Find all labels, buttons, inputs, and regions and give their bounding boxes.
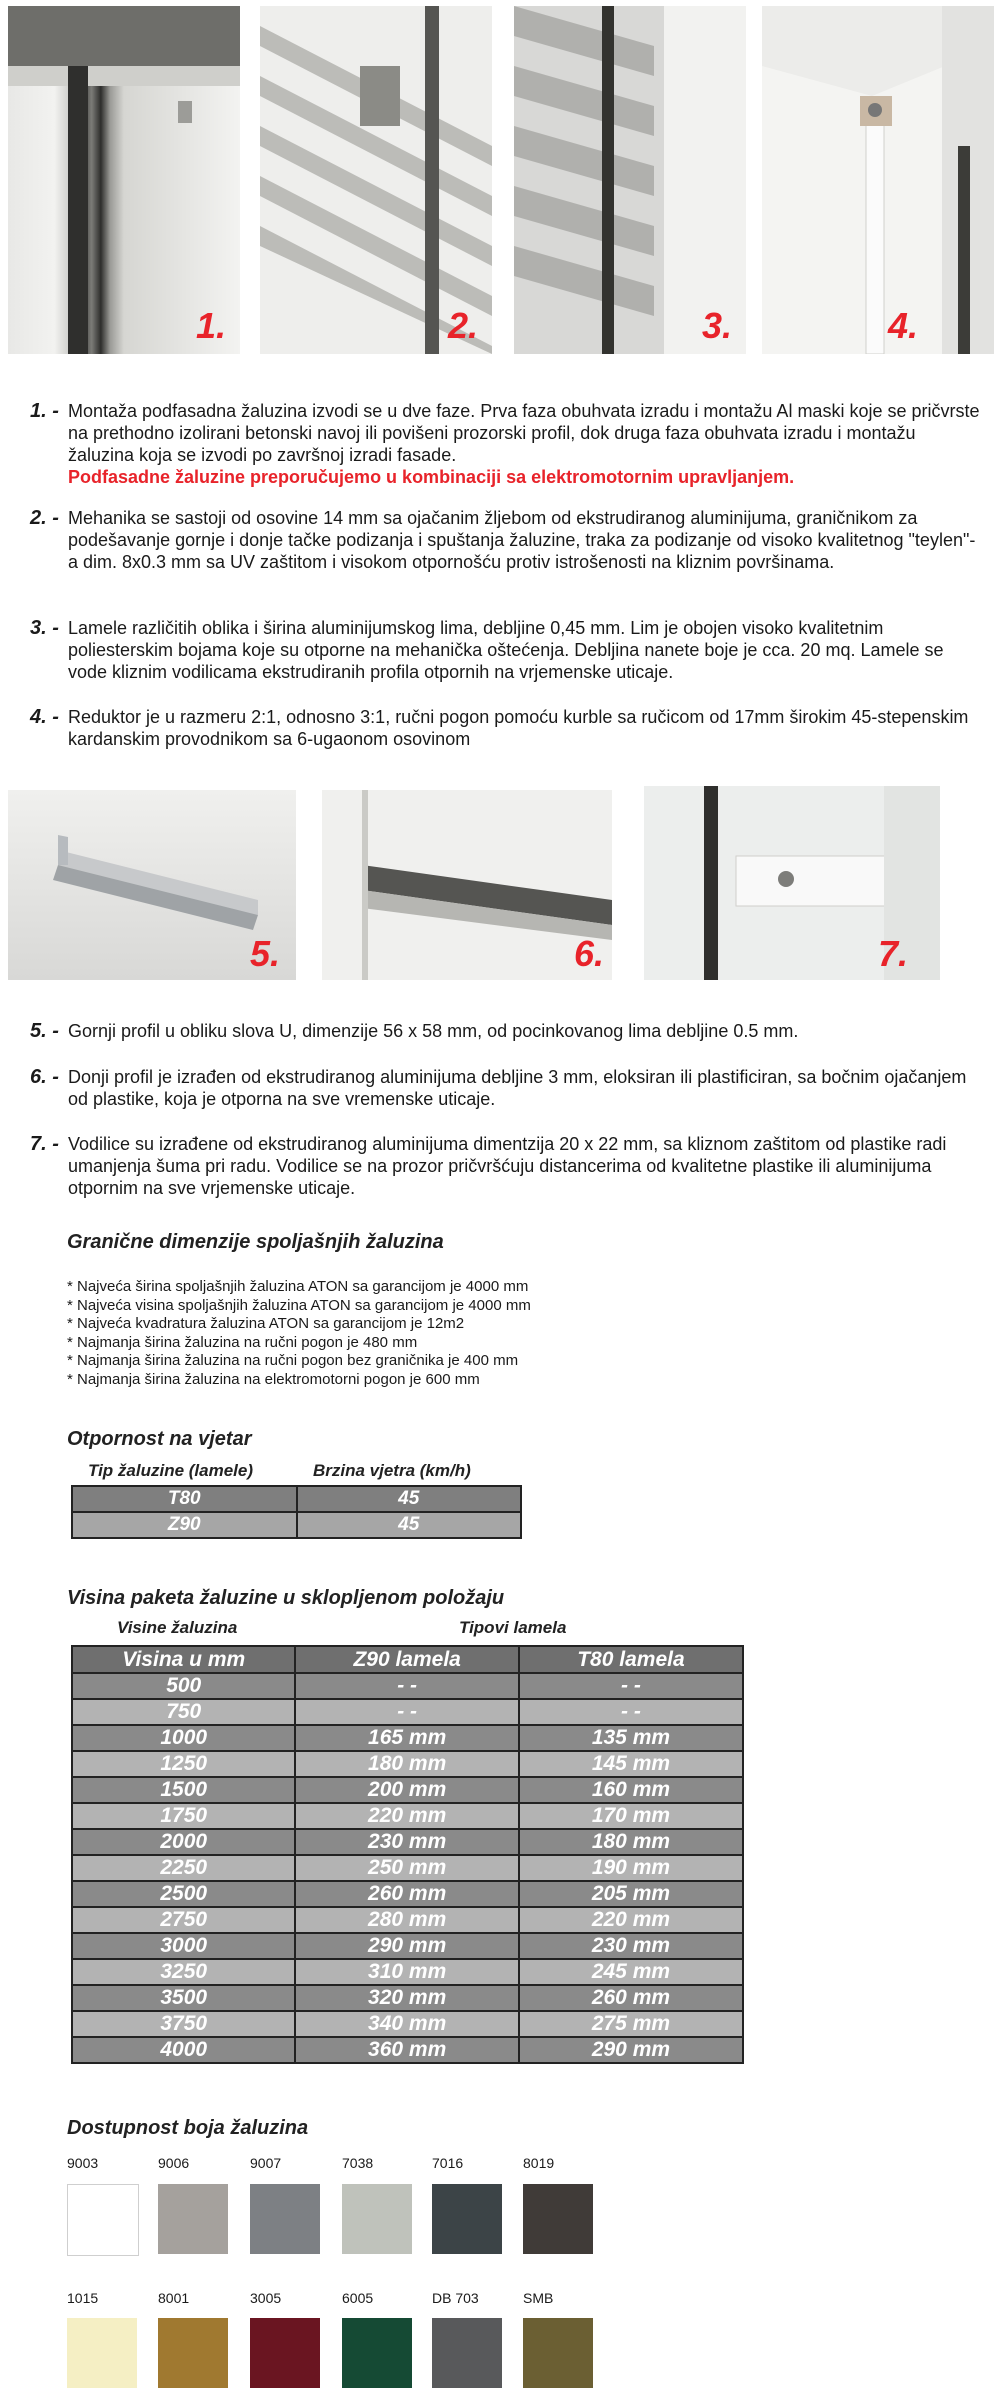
table-cell: 1000 — [72, 1725, 295, 1751]
table-cell: 3750 — [72, 2011, 295, 2037]
paragraph-number: 7. - — [30, 1133, 59, 1155]
color-swatch — [67, 2184, 139, 2256]
photo-7 — [644, 786, 940, 980]
table-cell: 275 mm — [519, 2011, 743, 2037]
table-row — [72, 1855, 743, 1881]
list-item: * Najveća širina spoljašnjih žaluzina ATON sa garancijom je 4000 mm — [67, 1278, 529, 1295]
table-row — [72, 1673, 743, 1699]
table-cell: 2250 — [72, 1855, 295, 1881]
table-cell: 310 mm — [295, 1959, 518, 1985]
swatch-code: DB 703 — [432, 2290, 479, 2306]
wind-heading: Otpornost na vjetar — [67, 1428, 252, 1450]
swatch-code: 3005 — [250, 2290, 282, 2306]
paragraph-text: Mehanika se sastoji od osovine 14 mm sa ojačanim žljebom od ekstrudiranog aluminijuma, graničnikom za podešavanje gornje i donje tačke podizanja i spuštanja žaluzine, traka za podizanje od visoko kvalitetnog "teylen"-a dim. 8x0.3 mm sa UV zaštitom i visokom otpornošću protiv istrošenosti na kliznim površinama. — [68, 508, 976, 572]
paragraph-number: 1. - — [30, 400, 59, 422]
photo-3-illustration — [514, 6, 746, 354]
table-row — [72, 1803, 743, 1829]
swatch-code: 9006 — [158, 2155, 190, 2171]
swatch-code: 9003 — [67, 2155, 99, 2171]
paragraph-highlight: Podfasadne žaluzine preporučujemo u kombinaciji sa elektromotornim upravljanjem. — [68, 467, 795, 487]
color-swatch — [342, 2318, 412, 2388]
photo-number: 7. — [878, 933, 909, 974]
color-swatch — [523, 2184, 593, 2254]
photo-4 — [762, 6, 994, 354]
photo-4-illustration — [762, 6, 994, 354]
color-swatch — [67, 2318, 137, 2388]
table-cell: 500 — [72, 1673, 295, 1699]
table-cell: 1250 — [72, 1751, 295, 1777]
table-row — [72, 1959, 743, 1985]
table-cell: 135 mm — [519, 1725, 743, 1751]
table-cell: 1500 — [72, 1777, 295, 1803]
table-cell: 360 mm — [295, 2037, 518, 2063]
table-row — [72, 1725, 743, 1751]
table-row — [72, 1933, 743, 1959]
package-heading: Visina paketa žaluzine u sklopljenom položaju — [67, 1587, 505, 1609]
table-cell: 200 mm — [295, 1777, 518, 1803]
table-cell: 220 mm — [519, 1907, 743, 1933]
swatch-code: 8001 — [158, 2290, 190, 2306]
photo-2 — [260, 6, 492, 354]
photo-number: 4. — [888, 305, 919, 346]
table-cell: 260 mm — [295, 1881, 518, 1907]
table-cell: 205 mm — [519, 1881, 743, 1907]
list-item: * Najveća kvadratura žaluzina ATON sa garancijom je 12m2 — [67, 1315, 465, 1332]
photo-6 — [322, 790, 612, 980]
photo-number: 5. — [250, 933, 281, 974]
table-cell: 160 mm — [519, 1777, 743, 1803]
list-item: * Najveća visina spoljašnjih žaluzina ATON sa garancijom je 4000 mm — [67, 1296, 531, 1314]
color-swatch — [158, 2184, 228, 2254]
photo-number: 3. — [702, 305, 733, 346]
paragraph-number: 3. - — [30, 617, 59, 639]
paragraph-number: 5. - — [30, 1020, 59, 1042]
table-row — [72, 1777, 743, 1803]
color-swatch — [342, 2184, 412, 2254]
table-cell: 180 mm — [519, 1829, 743, 1855]
table-cell: Z90 — [72, 1512, 297, 1538]
swatch-code: SMB — [523, 2290, 554, 2306]
color-swatch — [250, 2184, 320, 2254]
table-cell: 170 mm — [519, 1803, 743, 1829]
swatch-code: 8019 — [523, 2155, 555, 2171]
photo-6-illustration — [322, 790, 612, 980]
paragraph-3 — [30, 617, 980, 683]
photo-1-illustration — [8, 6, 240, 354]
colors-heading: Dostupnost boja žaluzina — [67, 2117, 309, 2139]
table-row — [72, 1881, 743, 1907]
swatch-code: 7038 — [342, 2155, 374, 2171]
table-cell: - - — [519, 1699, 743, 1725]
paragraph-text: Lamele različitih oblika i širina aluminijumskog lima, debljine 0,45 mm. Lim je obojen visoko kvalitetnim poliesterskim bojama koje su otporne na mehanička oštećenja. Debljina nanete boje je cca. 20 mq. Lamele se vode kliznim vodilicama ekstrudiranih profila otpornih na vrjemenske uticaje. — [68, 618, 944, 682]
limits-heading: Granične dimenzije spoljašnjih žaluzina — [67, 1231, 444, 1253]
table-cell: 280 mm — [295, 1907, 518, 1933]
table-cell: 230 mm — [519, 1933, 743, 1959]
table-cell: 45 — [297, 1486, 522, 1512]
package-sub2: Tipovi lamela — [459, 1618, 567, 1637]
table-cell: - - — [519, 1673, 743, 1699]
wind-table — [71, 1485, 522, 1539]
table-row — [72, 1486, 521, 1512]
wind-col2-label: Brzina vjetra (km/h) — [313, 1461, 471, 1480]
color-swatch — [432, 2184, 502, 2254]
table-cell: 190 mm — [519, 1855, 743, 1881]
table-cell: T80 — [72, 1486, 297, 1512]
table-cell: 145 mm — [519, 1751, 743, 1777]
paragraph-2 — [30, 507, 980, 573]
photo-1 — [8, 6, 240, 354]
table-row — [72, 2011, 743, 2037]
table-cell: - - — [295, 1699, 518, 1725]
table-row — [72, 1907, 743, 1933]
paragraph-number: 2. - — [30, 507, 59, 529]
table-row — [72, 1512, 521, 1538]
color-swatch — [250, 2318, 320, 2388]
swatch-code: 1015 — [67, 2290, 99, 2306]
table-cell: 260 mm — [519, 1985, 743, 2011]
limits-list — [67, 1278, 531, 1389]
list-item: * Najmanja širina žaluzina na elektromotorni pogon je 600 mm — [67, 1370, 480, 1388]
table-cell: 340 mm — [295, 2011, 518, 2037]
photo-number: 1. — [196, 305, 227, 346]
swatch-code: 6005 — [342, 2290, 374, 2306]
swatch-code: 9007 — [250, 2155, 282, 2171]
paragraph-7 — [30, 1133, 980, 1199]
color-swatch — [158, 2318, 228, 2388]
table-cell: 245 mm — [519, 1959, 743, 1985]
wind-col1-label: Tip žaluzine (lamele) — [88, 1461, 254, 1480]
table-cell: 290 mm — [519, 2037, 743, 2063]
table-cell: 4000 — [72, 2037, 295, 2063]
swatch-code: 7016 — [432, 2155, 464, 2171]
photo-3 — [514, 6, 746, 354]
color-swatch — [523, 2318, 593, 2388]
table-cell: 750 — [72, 1699, 295, 1725]
package-sub1: Visine žaluzina — [117, 1618, 238, 1637]
photo-5 — [8, 790, 296, 980]
paragraph-6 — [30, 1066, 980, 1110]
table-row — [72, 2037, 743, 2063]
table-cell: 180 mm — [295, 1751, 518, 1777]
table-cell: 320 mm — [295, 1985, 518, 2011]
list-item: * Najmanja širina žaluzina na ručni pogon je 480 mm — [67, 1333, 418, 1351]
table-row — [72, 1985, 743, 2011]
table-row — [72, 1829, 743, 1855]
paragraph-1 — [30, 400, 980, 488]
paragraph-number: 4. - — [30, 706, 59, 728]
table-header-row — [72, 1646, 743, 1673]
table-cell: 3000 — [72, 1933, 295, 1959]
paragraph-text: Donji profil je izrađen od ekstrudiranog aluminijuma debljine 3 mm, eloksiran ili plastificiran, sa bočnim ojačanjem od plastike, koja je otporna na sve vremenske uticaje. — [68, 1067, 967, 1109]
paragraph-5 — [30, 1020, 980, 1042]
paragraph-text: Montaža podfasadna žaluzina izvodi se u dve faze. Prva faza obuhvata izradu i montažu Al maski koje se pričvrste na prethodno izolirani betonski navoj ili povišeni prozorski profil, dok druga faza obuhvata izradu i montažu žaluzina koja se izvodi po završnoj izradi fasade. — [68, 401, 980, 465]
color-swatch — [432, 2318, 502, 2388]
table-header-cell: T80 lamela — [519, 1646, 743, 1673]
table-row — [72, 1751, 743, 1777]
table-cell: - - — [295, 1673, 518, 1699]
paragraph-text: Reduktor je u razmeru 2:1, odnosno 3:1, ručni pogon pomoću kurble sa ručicom od 17mm širokim 45-stepenskim kardanskim provodnikom sa 6-ugaonom osovinom — [68, 707, 969, 749]
table-cell: 3500 — [72, 1985, 295, 2011]
table-cell: 2500 — [72, 1881, 295, 1907]
table-cell: 1750 — [72, 1803, 295, 1829]
photo-number: 6. — [574, 933, 605, 974]
table-cell: 2000 — [72, 1829, 295, 1855]
photo-number: 2. — [448, 305, 479, 346]
table-cell: 165 mm — [295, 1725, 518, 1751]
table-cell: 250 mm — [295, 1855, 518, 1881]
table-cell: 290 mm — [295, 1933, 518, 1959]
table-cell: 45 — [297, 1512, 522, 1538]
table-row — [72, 1699, 743, 1725]
paragraph-4 — [30, 706, 980, 750]
paragraph-text: Gornji profil u obliku slova U, dimenzije 56 x 58 mm, od pocinkovanog lima debljine 0.5 mm. — [68, 1021, 799, 1041]
package-table — [71, 1645, 744, 2064]
photo-2-illustration — [260, 6, 492, 354]
paragraph-number: 6. - — [30, 1066, 59, 1088]
table-header-cell: Visina u mm — [72, 1646, 295, 1673]
table-cell: 2750 — [72, 1907, 295, 1933]
table-cell: 230 mm — [295, 1829, 518, 1855]
list-item: * Najmanja širina žaluzina na ručni pogon bez graničnika je 400 mm — [67, 1352, 519, 1369]
paragraph-text: Vodilice su izrađene od ekstrudiranog aluminijuma dimentzija 20 x 22 mm, sa kliznom zaštitom od plastike radi umanjenja šuma pri radu. Vodilice se na prozor pričvršćuju distancerima od kvalitetne plastike ili aluminijuma otpornim na sve vrjemenske uticaje. — [68, 1134, 947, 1198]
table-cell: 220 mm — [295, 1803, 518, 1829]
table-header-cell: Z90 lamela — [295, 1646, 518, 1673]
table-cell: 3250 — [72, 1959, 295, 1985]
